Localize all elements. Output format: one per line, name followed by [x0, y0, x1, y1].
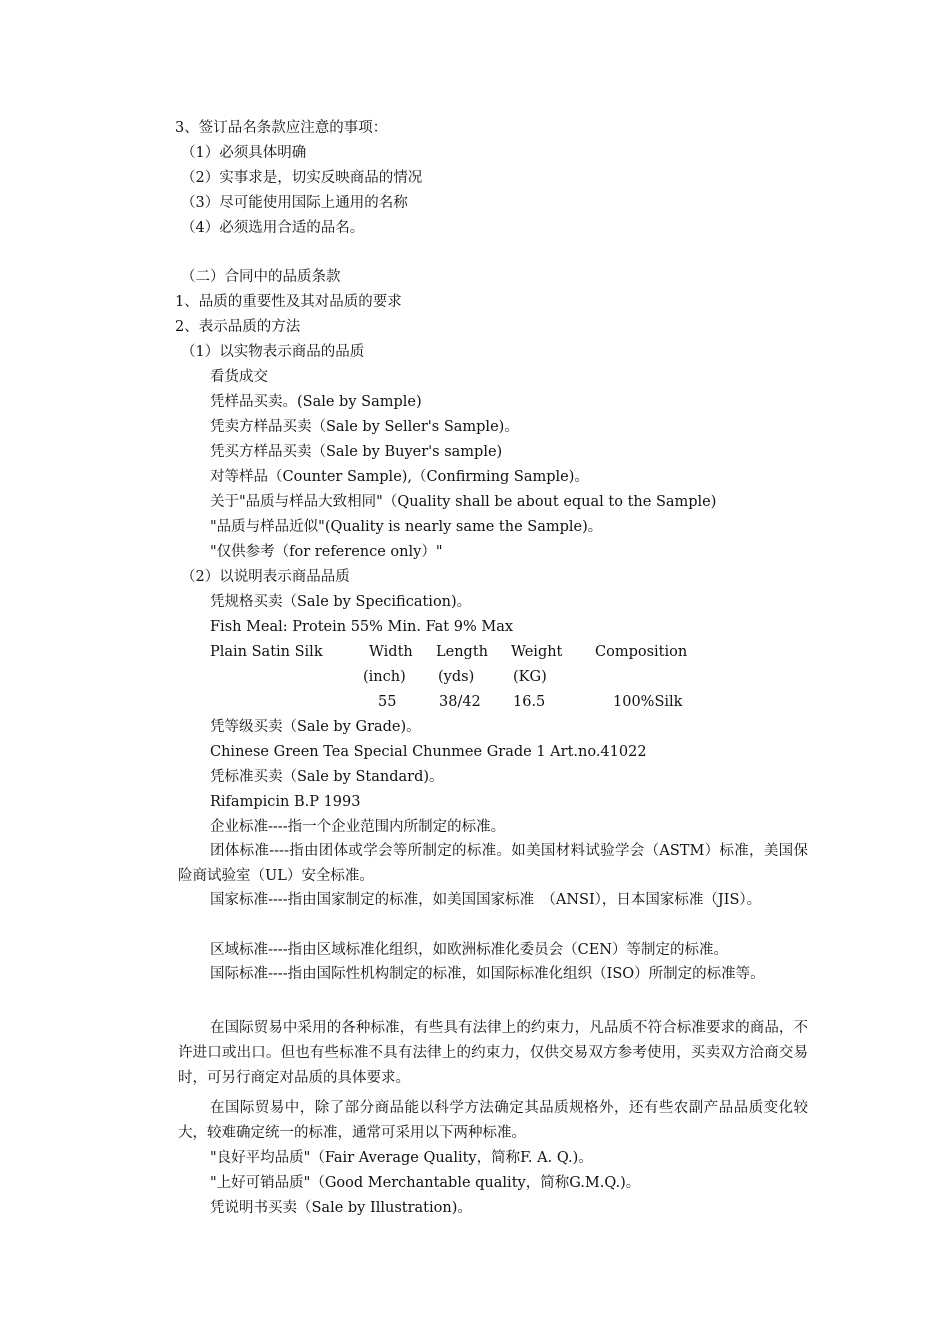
international-standard: 国际标准----指由国际性机构制定的标准，如国际标准化组织（ISO）所制定的标准等。: [210, 966, 765, 982]
rifampicin-line: Rifampicin B.P 1993: [210, 794, 361, 810]
table-header-width: Width: [369, 644, 413, 660]
standard-line: 凭标准买卖（Sale by Standard)。: [210, 769, 444, 785]
sample-line: 凭买方样品买卖（Sale by Buyer's sample): [210, 444, 503, 460]
tea-line: Chinese Green Tea Special Chunmee Grade 1 Art.no.41022: [210, 744, 647, 760]
grade-line: 凭等级买卖（Sale by Grade)。: [210, 719, 421, 735]
sample-line: 关于"品质与样品大致相同"（Quality shall be about equal to the Sample): [210, 494, 717, 510]
by-description-title: （2）以说明表示商品品质: [181, 569, 350, 585]
sample-line: "仅供参考（for reference only）": [210, 544, 443, 560]
agricultural-paragraph: 在国际贸易中，除了部分商品能以科学方法确定其品质规格外，还有些农副产品品质变化较大，较难确定统一的标准，通常可采用以下两种标准。: [178, 1100, 808, 1141]
sample-line: 凭样品买卖。(Sale by Sample): [210, 394, 422, 410]
sample-line: 看货成交: [210, 369, 268, 385]
quality-methods-line: 2、表示品质的方法: [175, 319, 301, 335]
table-value-composition: 100%Silk: [613, 694, 683, 710]
list-item: （2）实事求是，切实反映商品的情况: [181, 170, 423, 186]
gmq-line: "上好可销品质"（Good Merchantable quality，简称G.M.Q.)。: [210, 1175, 641, 1191]
sample-line: 凭卖方样品买卖（Sale by Seller's Sample)。: [210, 419, 519, 435]
table-value-weight: 16.5: [513, 694, 546, 710]
spec-line: 凭规格买卖（Sale by Specification)。: [210, 594, 472, 610]
illustration-line: 凭说明书买卖（Sale by Illustration)。: [210, 1200, 472, 1216]
table-value-width: 55: [378, 694, 397, 710]
fish-meal-line: Fish Meal: Protein 55% Min. Fat 9% Max: [210, 619, 514, 635]
table-header-composition: Composition: [595, 644, 688, 660]
table-header-weight: Weight: [511, 644, 563, 660]
table-value-length: 38/42: [439, 694, 481, 710]
table-product: Plain Satin Silk: [210, 644, 323, 660]
standards-paragraph: 在国际贸易中采用的各种标准，有些具有法律上的约束力，凡品质不符合标准要求的商品，不许进口或出口。但也有些标准不具有法律上的约束力，仅供交易双方参考使用，买卖双方洽商交易时，可另行商定对品质的具体要求。: [178, 1020, 808, 1086]
section-3-title: 3、签订品名条款应注意的事项：: [175, 120, 388, 136]
quality-clause-heading: （二）合同中的品质条款: [181, 269, 341, 285]
national-standard: 国家标准----指由国家制定的标准，如美国国家标准 （ANSI），日本国家标准（JIS）。: [210, 892, 762, 908]
list-item: （3）尽可能使用国际上通用的名称: [181, 195, 408, 211]
faq-line: "良好平均品质"（Fair Average Quality，简称F. A. Q.)。: [210, 1150, 593, 1166]
table-header-length: Length: [436, 644, 488, 660]
quality-importance-line: 1、品质的重要性及其对品质的要求: [175, 294, 402, 310]
table-unit-weight: (KG): [513, 669, 547, 685]
sample-line: 对等样品（Counter Sample),（Confirming Sample)。: [210, 469, 589, 485]
group-standard: 团体标准----指由团体或学会等所制定的标准。如美国材料试验学会（ASTM）标准，美国保险商试验室（UL）安全标准。: [178, 843, 808, 884]
regional-standard: 区域标准----指由区域标准化组织，如欧洲标准化委员会（CEN）等制定的标准。: [210, 942, 728, 958]
table-unit-width: (inch): [363, 669, 406, 685]
list-item: （4）必须选用合适的品名。: [181, 220, 365, 236]
sample-line: "品质与样品近似"(Quality is nearly same the Sample)。: [210, 519, 603, 535]
table-unit-length: (yds): [438, 669, 475, 685]
list-item: （1）必须具体明确: [181, 145, 307, 161]
enterprise-standard: 企业标准----指一个企业范围内所制定的标准。: [210, 819, 506, 835]
by-sample-title: （1）以实物表示商品的品质: [181, 344, 365, 360]
